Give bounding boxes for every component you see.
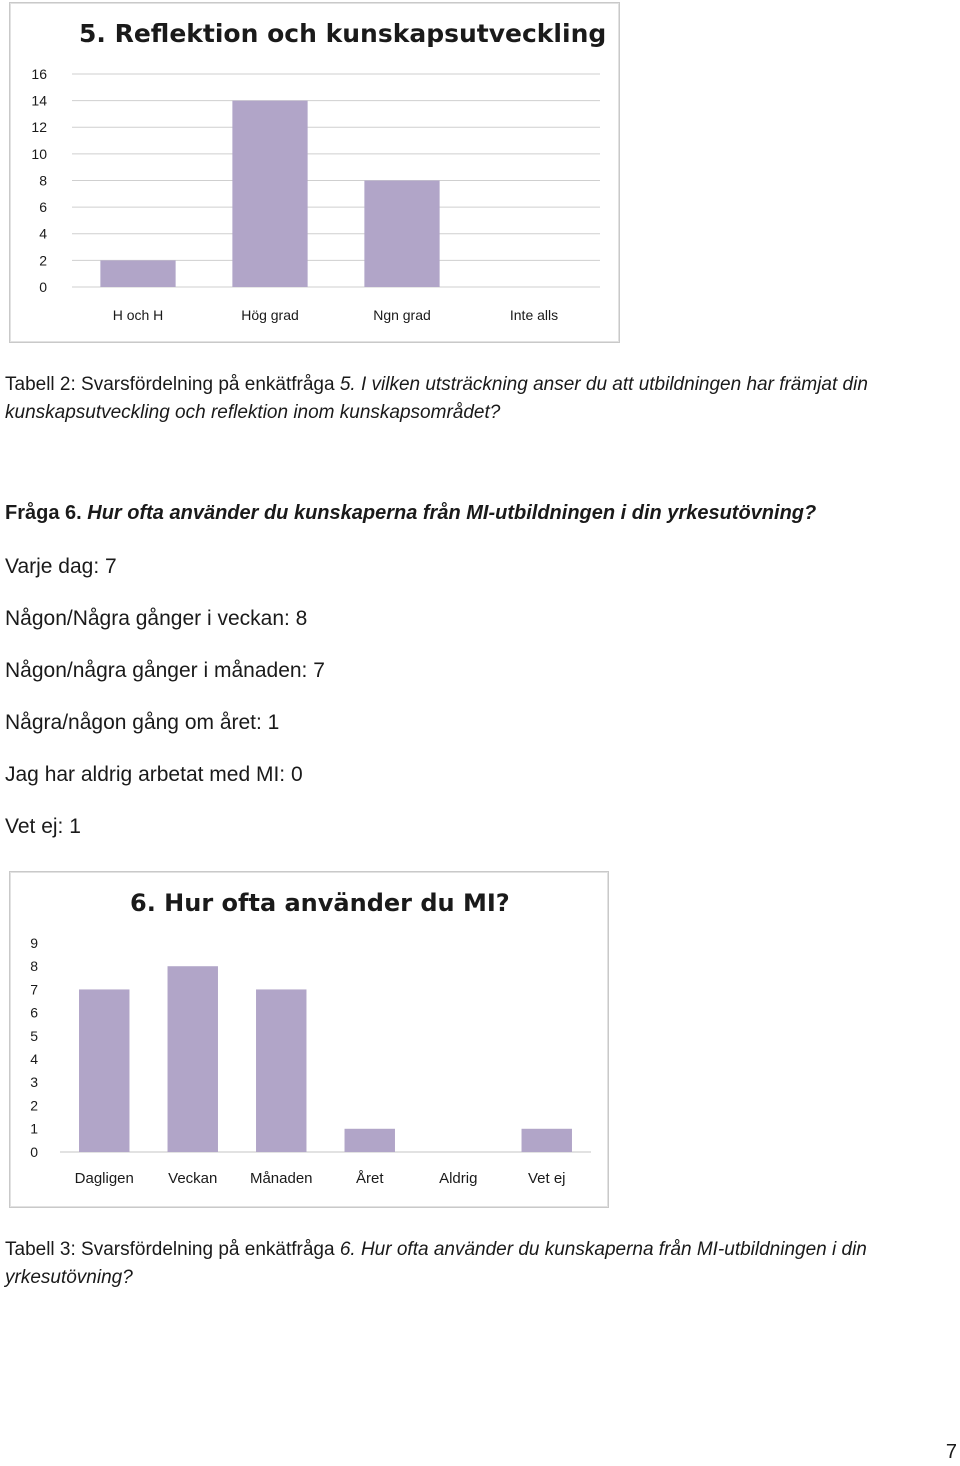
table-caption-3: [5, 1236, 955, 1292]
chart-title: 5. Reflektion och kunskapsutveckling: [79, 19, 607, 48]
y-tick-label: 2: [39, 252, 47, 269]
y-tick-label: 3: [30, 1074, 38, 1091]
x-category-label: Dagligen: [74, 1170, 134, 1187]
y-tick-label: 16: [31, 65, 47, 82]
x-category-label: Månaden: [249, 1170, 313, 1187]
x-category-label: Vet ej: [527, 1170, 566, 1187]
bar: [168, 966, 218, 1152]
x-category-label: Inte alls: [509, 307, 559, 323]
chart-mi-usage: [9, 871, 609, 1208]
answer-item: Någon/några gånger i månaden: 7: [5, 659, 325, 682]
chart-title: 6. Hur ofta använder du MI?: [130, 889, 510, 917]
answer-item: Någon/Några gånger i veckan: 8: [5, 607, 308, 630]
question-text: Hur ofta använder du kunskaperna från MI-utbildningen i din yrkesutövning?: [87, 502, 817, 524]
caption-prefix: Tabell 3: Svarsfördelning på enkätfråga: [5, 1239, 340, 1260]
x-category-label: Veckan: [168, 1170, 218, 1187]
caption-question: 6. Hur ofta använder du kunskaperna från MI-utbildningen i din yrkesutövning?: [5, 1239, 867, 1288]
y-tick-label: 14: [31, 92, 47, 109]
table-caption-2: [5, 371, 955, 427]
x-category-label: Aldrig: [439, 1170, 478, 1187]
y-tick-label: 4: [30, 1051, 38, 1068]
x-category-label: Ngn grad: [373, 307, 431, 323]
bar: [345, 1129, 395, 1152]
bar: [256, 989, 306, 1152]
question-number: Fråga 6.: [5, 502, 88, 524]
bar: [79, 989, 129, 1152]
answer-item: Jag har aldrig arbetat med MI: 0: [5, 763, 303, 786]
x-category-label: Hög grad: [241, 307, 299, 323]
y-tick-label: 8: [39, 172, 47, 189]
y-tick-label: 6: [39, 199, 47, 216]
y-tick-label: 6: [30, 1004, 38, 1021]
y-tick-label: 10: [31, 145, 47, 162]
chart-plot: [10, 872, 608, 1207]
bar: [100, 260, 175, 287]
y-tick-label: 8: [30, 958, 38, 975]
answer-list: [5, 551, 325, 863]
y-tick-label: 2: [30, 1097, 38, 1114]
y-tick-label: 1: [30, 1120, 38, 1137]
answer-item: Vet ej: 1: [5, 815, 81, 838]
answer-item: Några/någon gång om året: 1: [5, 711, 280, 734]
x-category-label: H och H: [112, 307, 164, 323]
y-tick-label: 5: [30, 1027, 38, 1044]
page-number: 7: [945, 1441, 957, 1463]
y-tick-label: 9: [30, 934, 38, 951]
y-tick-label: 0: [39, 278, 47, 295]
y-tick-label: 12: [31, 119, 47, 136]
y-tick-label: 4: [39, 225, 47, 242]
caption-question: 5. I vilken utsträckning anser du att utbildningen har främjat din kunskapsutveckling och reflektion inom kunskapsområdet?: [5, 374, 868, 423]
x-category-label: Året: [355, 1170, 384, 1187]
chart-plot: [10, 3, 619, 342]
bar: [364, 181, 439, 288]
bar: [522, 1129, 572, 1152]
bar: [232, 101, 307, 287]
y-tick-label: 0: [30, 1143, 38, 1160]
chart-reflection: [9, 2, 620, 343]
question-heading: [5, 502, 816, 525]
answer-item: Varje dag: 7: [5, 555, 117, 578]
y-tick-label: 7: [30, 981, 38, 998]
caption-prefix: Tabell 2: Svarsfördelning på enkätfråga: [5, 374, 340, 395]
